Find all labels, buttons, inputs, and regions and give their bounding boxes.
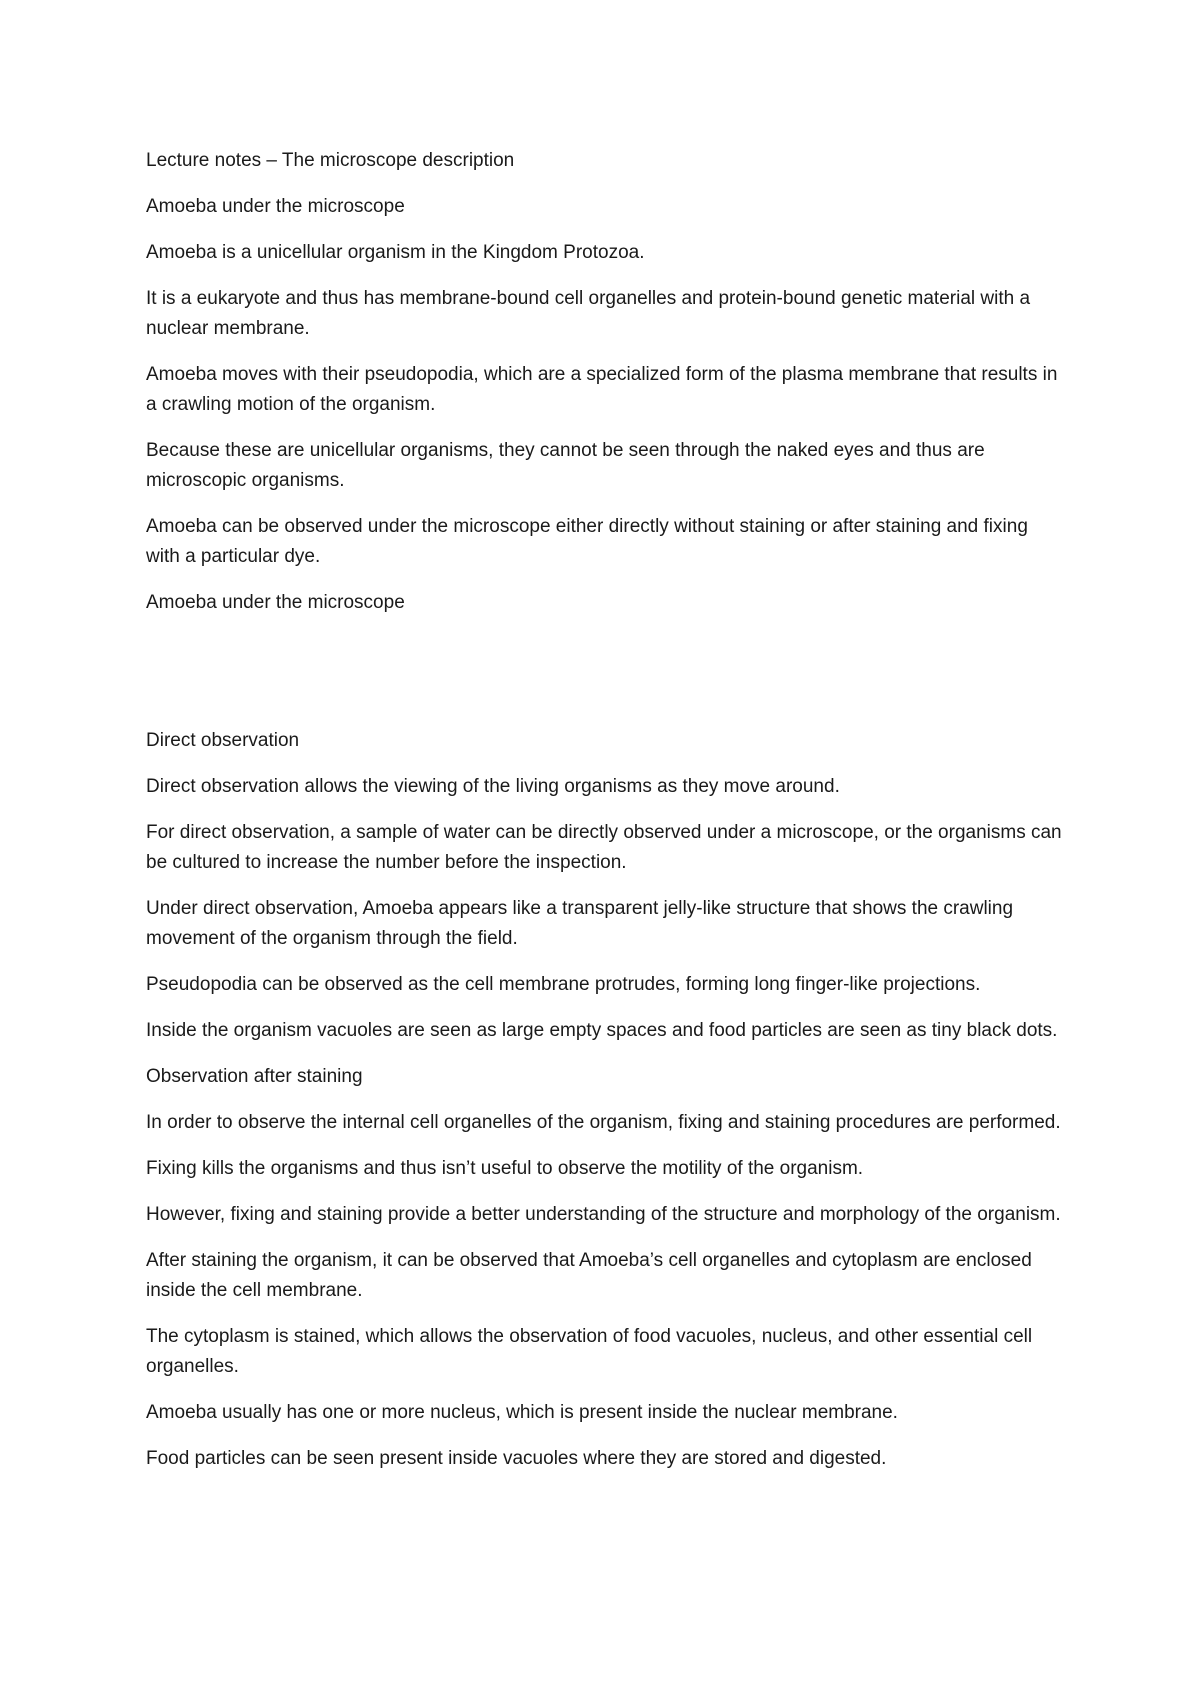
paragraph: Fixing kills the organisms and thus isn’t useful to observe the motility of the organism.	[146, 1158, 864, 1179]
image-caption: Amoeba under the microscope	[146, 592, 405, 613]
paragraph: After staining the organism, it can be observed that Amoeba’s cell organelles and cytoplasm are enclosed inside the cell membrane.	[146, 1250, 1032, 1301]
paragraph: Amoeba can be observed under the microscope either directly without staining or after staining and fixing with a particular dye.	[146, 516, 1028, 567]
document-title: Lecture notes – The microscope description	[146, 150, 515, 171]
paragraph: Food particles can be seen present inside vacuoles where they are stored and digested.	[146, 1448, 887, 1469]
paragraph: However, fixing and staining provide a better understanding of the structure and morphology of the organism.	[146, 1204, 1061, 1225]
paragraph: Amoeba moves with their pseudopodia, which are a specialized form of the plasma membrane that results in a crawling motion of the organism.	[146, 364, 1058, 415]
section-heading: Direct observation	[146, 730, 300, 751]
paragraph: It is a eukaryote and thus has membrane-bound cell organelles and protein-bound genetic material with a nuclear membrane.	[146, 288, 1031, 339]
paragraph: Under direct observation, Amoeba appears like a transparent jelly-like structure that shows the crawling movement of the organism through the field.	[146, 898, 1014, 949]
paragraph: Inside the organism vacuoles are seen as large empty spaces and food particles are seen as tiny black dots.	[146, 1020, 1058, 1041]
section-heading: Amoeba under the microscope	[146, 196, 405, 217]
paragraph: Amoeba is a unicellular organism in the Kingdom Protozoa.	[146, 242, 645, 263]
paragraph: The cytoplasm is stained, which allows the observation of food vacuoles, nucleus, and other essential cell organelles.	[146, 1326, 1033, 1377]
paragraph: For direct observation, a sample of water can be directly observed under a microscope, or the organisms can be cultured to increase the number before the inspection.	[146, 822, 1062, 873]
paragraph: Direct observation allows the viewing of the living organisms as they move around.	[146, 776, 840, 797]
paragraph: Amoeba usually has one or more nucleus, which is present inside the nuclear membrane.	[146, 1402, 898, 1423]
paragraph: Pseudopodia can be observed as the cell membrane protrudes, forming long finger-like projections.	[146, 974, 981, 995]
document-body	[146, 146, 1066, 1490]
paragraph: In order to observe the internal cell organelles of the organism, fixing and staining procedures are performed.	[146, 1112, 1061, 1133]
section-heading: Observation after staining	[146, 1066, 363, 1087]
paragraph: Because these are unicellular organisms, they cannot be seen through the naked eyes and thus are microscopic organisms.	[146, 440, 985, 491]
blank-space	[146, 634, 1066, 726]
